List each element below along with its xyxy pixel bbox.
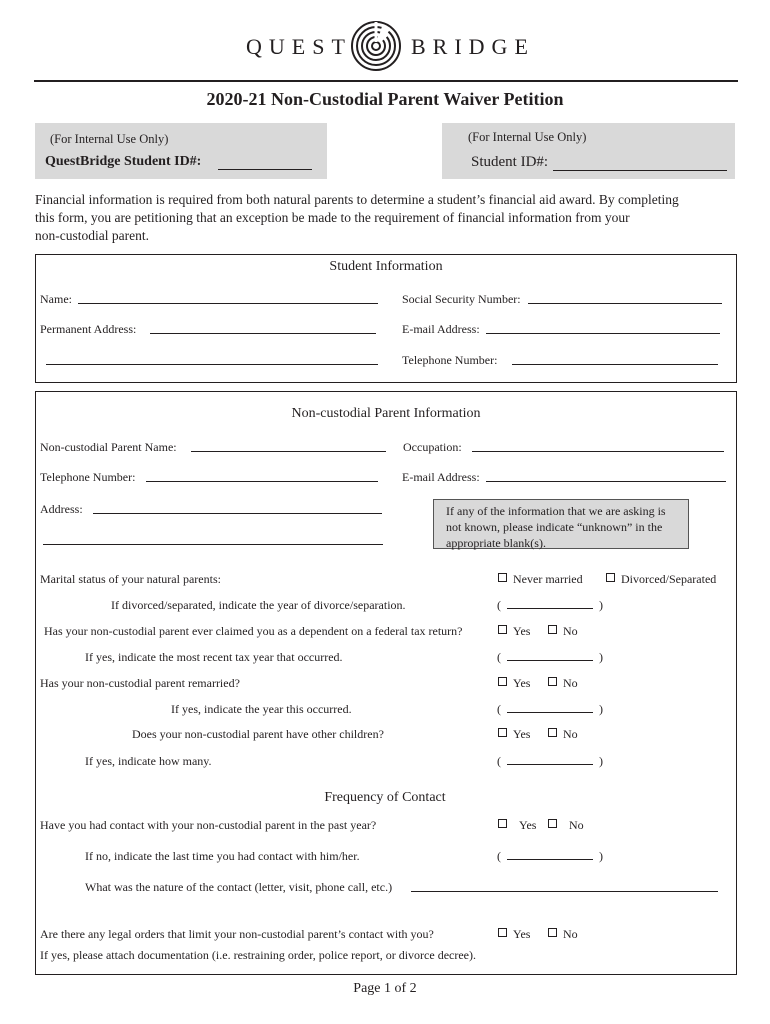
marital-status-question: Marital status of your natural parents:	[40, 572, 221, 586]
other-children-question: Does your non-custodial parent have other children?	[132, 727, 384, 741]
dependent-no-option[interactable]	[548, 624, 578, 639]
blank[interactable]	[507, 598, 593, 609]
option-label: Yes	[513, 927, 531, 941]
blank[interactable]	[507, 702, 593, 713]
parent-address-line2-field[interactable]	[43, 544, 383, 545]
occupation-field[interactable]	[472, 451, 724, 452]
tax-year-question: If yes, indicate the most recent tax year that occurred.	[85, 650, 343, 664]
option-label: Yes	[513, 624, 531, 638]
contact-section-title: Frequency of Contact	[324, 790, 446, 805]
never-married-option[interactable]	[498, 572, 583, 587]
intro-line: this form, you are petitioning that an exception be made to the requirement of financial information from your	[35, 210, 630, 225]
how-many-field[interactable]	[497, 754, 603, 769]
divorce-year-question: If divorced/separated, indicate the year of divorce/separation.	[111, 598, 406, 612]
legal-documentation-note: If yes, please attach documentation (i.e. restraining order, police report, or divorce decree).	[40, 948, 476, 962]
checkbox[interactable]	[548, 728, 557, 737]
children-no-option[interactable]	[548, 727, 578, 742]
remarried-yes-option[interactable]	[498, 676, 530, 691]
header-rule	[34, 80, 738, 82]
section-title: Student Information	[329, 259, 443, 274]
paren: (	[497, 650, 501, 664]
student-info-section	[35, 254, 737, 383]
parent-email-field[interactable]	[486, 481, 726, 482]
note-line: not known, please indicate “unknown” in the	[446, 520, 663, 534]
questbridge-id-field[interactable]	[218, 169, 312, 170]
dependent-yes-option[interactable]	[498, 624, 530, 639]
remarried-year-field[interactable]	[497, 702, 603, 717]
parent-address-field[interactable]	[93, 513, 382, 514]
paren: )	[599, 598, 603, 612]
checkbox[interactable]	[606, 573, 615, 582]
legal-no-option[interactable]	[548, 927, 578, 942]
checkbox[interactable]	[548, 928, 557, 937]
checkbox[interactable]	[498, 573, 507, 582]
legal-yes-option[interactable]	[498, 927, 530, 942]
remarried-no-option[interactable]	[548, 676, 578, 691]
paren: (	[497, 702, 501, 716]
brand-bridge: BRIDGE	[411, 34, 535, 59]
student-email-label: E-mail Address:	[402, 322, 480, 336]
note-line: appropriate blank(s).	[446, 536, 546, 550]
intro-line: non-custodial parent.	[35, 228, 149, 243]
divorce-year-field[interactable]	[497, 598, 603, 613]
contact-no-option[interactable]	[548, 818, 584, 833]
remarried-question: Has your non-custodial parent remarried?	[40, 676, 240, 690]
ssn-field[interactable]	[528, 303, 722, 304]
contact-nature-question: What was the nature of the contact (letter, visit, phone call, etc.)	[85, 880, 393, 894]
unknown-info-note	[433, 499, 689, 549]
blank[interactable]	[507, 849, 593, 860]
note-line: If any of the information that we are asking is	[446, 504, 666, 518]
intro-line: Financial information is required from both natural parents to determine a student’s financial aid award. By completing	[35, 192, 679, 207]
last-contact-field[interactable]	[497, 849, 603, 864]
divorced-option[interactable]	[606, 572, 716, 587]
checkbox[interactable]	[498, 728, 507, 737]
page-title: 2020-21 Non-Custodial Parent Waiver Petition	[206, 89, 564, 109]
option-label: Divorced/Separated	[621, 572, 717, 586]
contact-nature-field[interactable]	[411, 891, 718, 892]
checkbox[interactable]	[498, 819, 507, 828]
page-number: Page 1 of 2	[353, 981, 417, 996]
checkbox[interactable]	[548, 625, 557, 634]
parent-phone-field[interactable]	[146, 481, 378, 482]
option-label: No	[569, 818, 584, 832]
paren: )	[599, 754, 603, 768]
contact-yes-option[interactable]	[498, 818, 536, 833]
dependent-question: Has your non-custodial parent ever claimed you as a dependent on a federal tax return?	[44, 624, 463, 638]
internal-use-note: (For Internal Use Only)	[468, 130, 587, 144]
student-id-field[interactable]	[553, 170, 727, 171]
student-id-label: Student ID#:	[471, 154, 549, 170]
ssn-label: Social Security Number:	[402, 292, 521, 306]
option-label: No	[563, 927, 578, 941]
student-name-field[interactable]	[78, 303, 378, 304]
how-many-question: If yes, indicate how many.	[85, 754, 212, 768]
parent-name-field[interactable]	[191, 451, 386, 452]
questbridge-id-label: QuestBridge Student ID#:	[45, 154, 202, 169]
internal-use-box-left	[35, 123, 327, 179]
checkbox[interactable]	[498, 677, 507, 686]
internal-use-note: (For Internal Use Only)	[50, 132, 169, 146]
children-yes-option[interactable]	[498, 727, 530, 742]
tax-year-field[interactable]	[497, 650, 603, 665]
section-title: Non-custodial Parent Information	[291, 406, 481, 421]
last-contact-question: If no, indicate the last time you had contact with him/her.	[85, 849, 360, 863]
checkbox[interactable]	[498, 928, 507, 937]
remarried-year-question: If yes, indicate the year this occurred.	[171, 702, 352, 716]
option-label: No	[563, 676, 578, 690]
past-year-contact-question: Have you had contact with your non-custodial parent in the past year?	[40, 818, 377, 832]
checkbox[interactable]	[548, 677, 557, 686]
internal-use-box-right	[442, 123, 735, 179]
checkbox[interactable]	[548, 819, 557, 828]
student-name-label: Name:	[40, 292, 72, 306]
paren: (	[497, 754, 501, 768]
parent-name-label: Non-custodial Parent Name:	[40, 440, 177, 454]
paren: )	[599, 702, 603, 716]
parent-email-label: E-mail Address:	[402, 470, 480, 484]
parent-address-label: Address:	[40, 502, 83, 516]
parent-phone-label: Telephone Number:	[40, 470, 136, 484]
paren: )	[599, 849, 603, 863]
option-label: No	[563, 727, 578, 741]
option-label: Yes	[513, 676, 531, 690]
student-phone-field[interactable]	[512, 364, 718, 365]
option-label: Yes	[513, 727, 531, 741]
paren: )	[599, 650, 603, 664]
option-label: Yes	[519, 818, 537, 832]
student-phone-label: Telephone Number:	[402, 353, 498, 367]
blank[interactable]	[507, 754, 593, 765]
legal-orders-question: Are there any legal orders that limit your non-custodial parent’s contact with you?	[40, 927, 434, 941]
questbridge-logo-icon	[350, 20, 402, 72]
intro-paragraph	[35, 191, 679, 245]
permanent-address-field[interactable]	[150, 333, 376, 334]
permanent-address-line2-field[interactable]	[46, 364, 378, 365]
paren: (	[497, 598, 501, 612]
paren: (	[497, 849, 501, 863]
blank[interactable]	[507, 650, 593, 661]
option-label: Never married	[513, 572, 583, 586]
student-email-field[interactable]	[486, 333, 720, 334]
permanent-address-label: Permanent Address:	[40, 322, 137, 336]
checkbox[interactable]	[498, 625, 507, 634]
brand-quest: QUEST	[246, 34, 352, 59]
occupation-label: Occupation:	[403, 440, 462, 454]
option-label: No	[563, 624, 578, 638]
